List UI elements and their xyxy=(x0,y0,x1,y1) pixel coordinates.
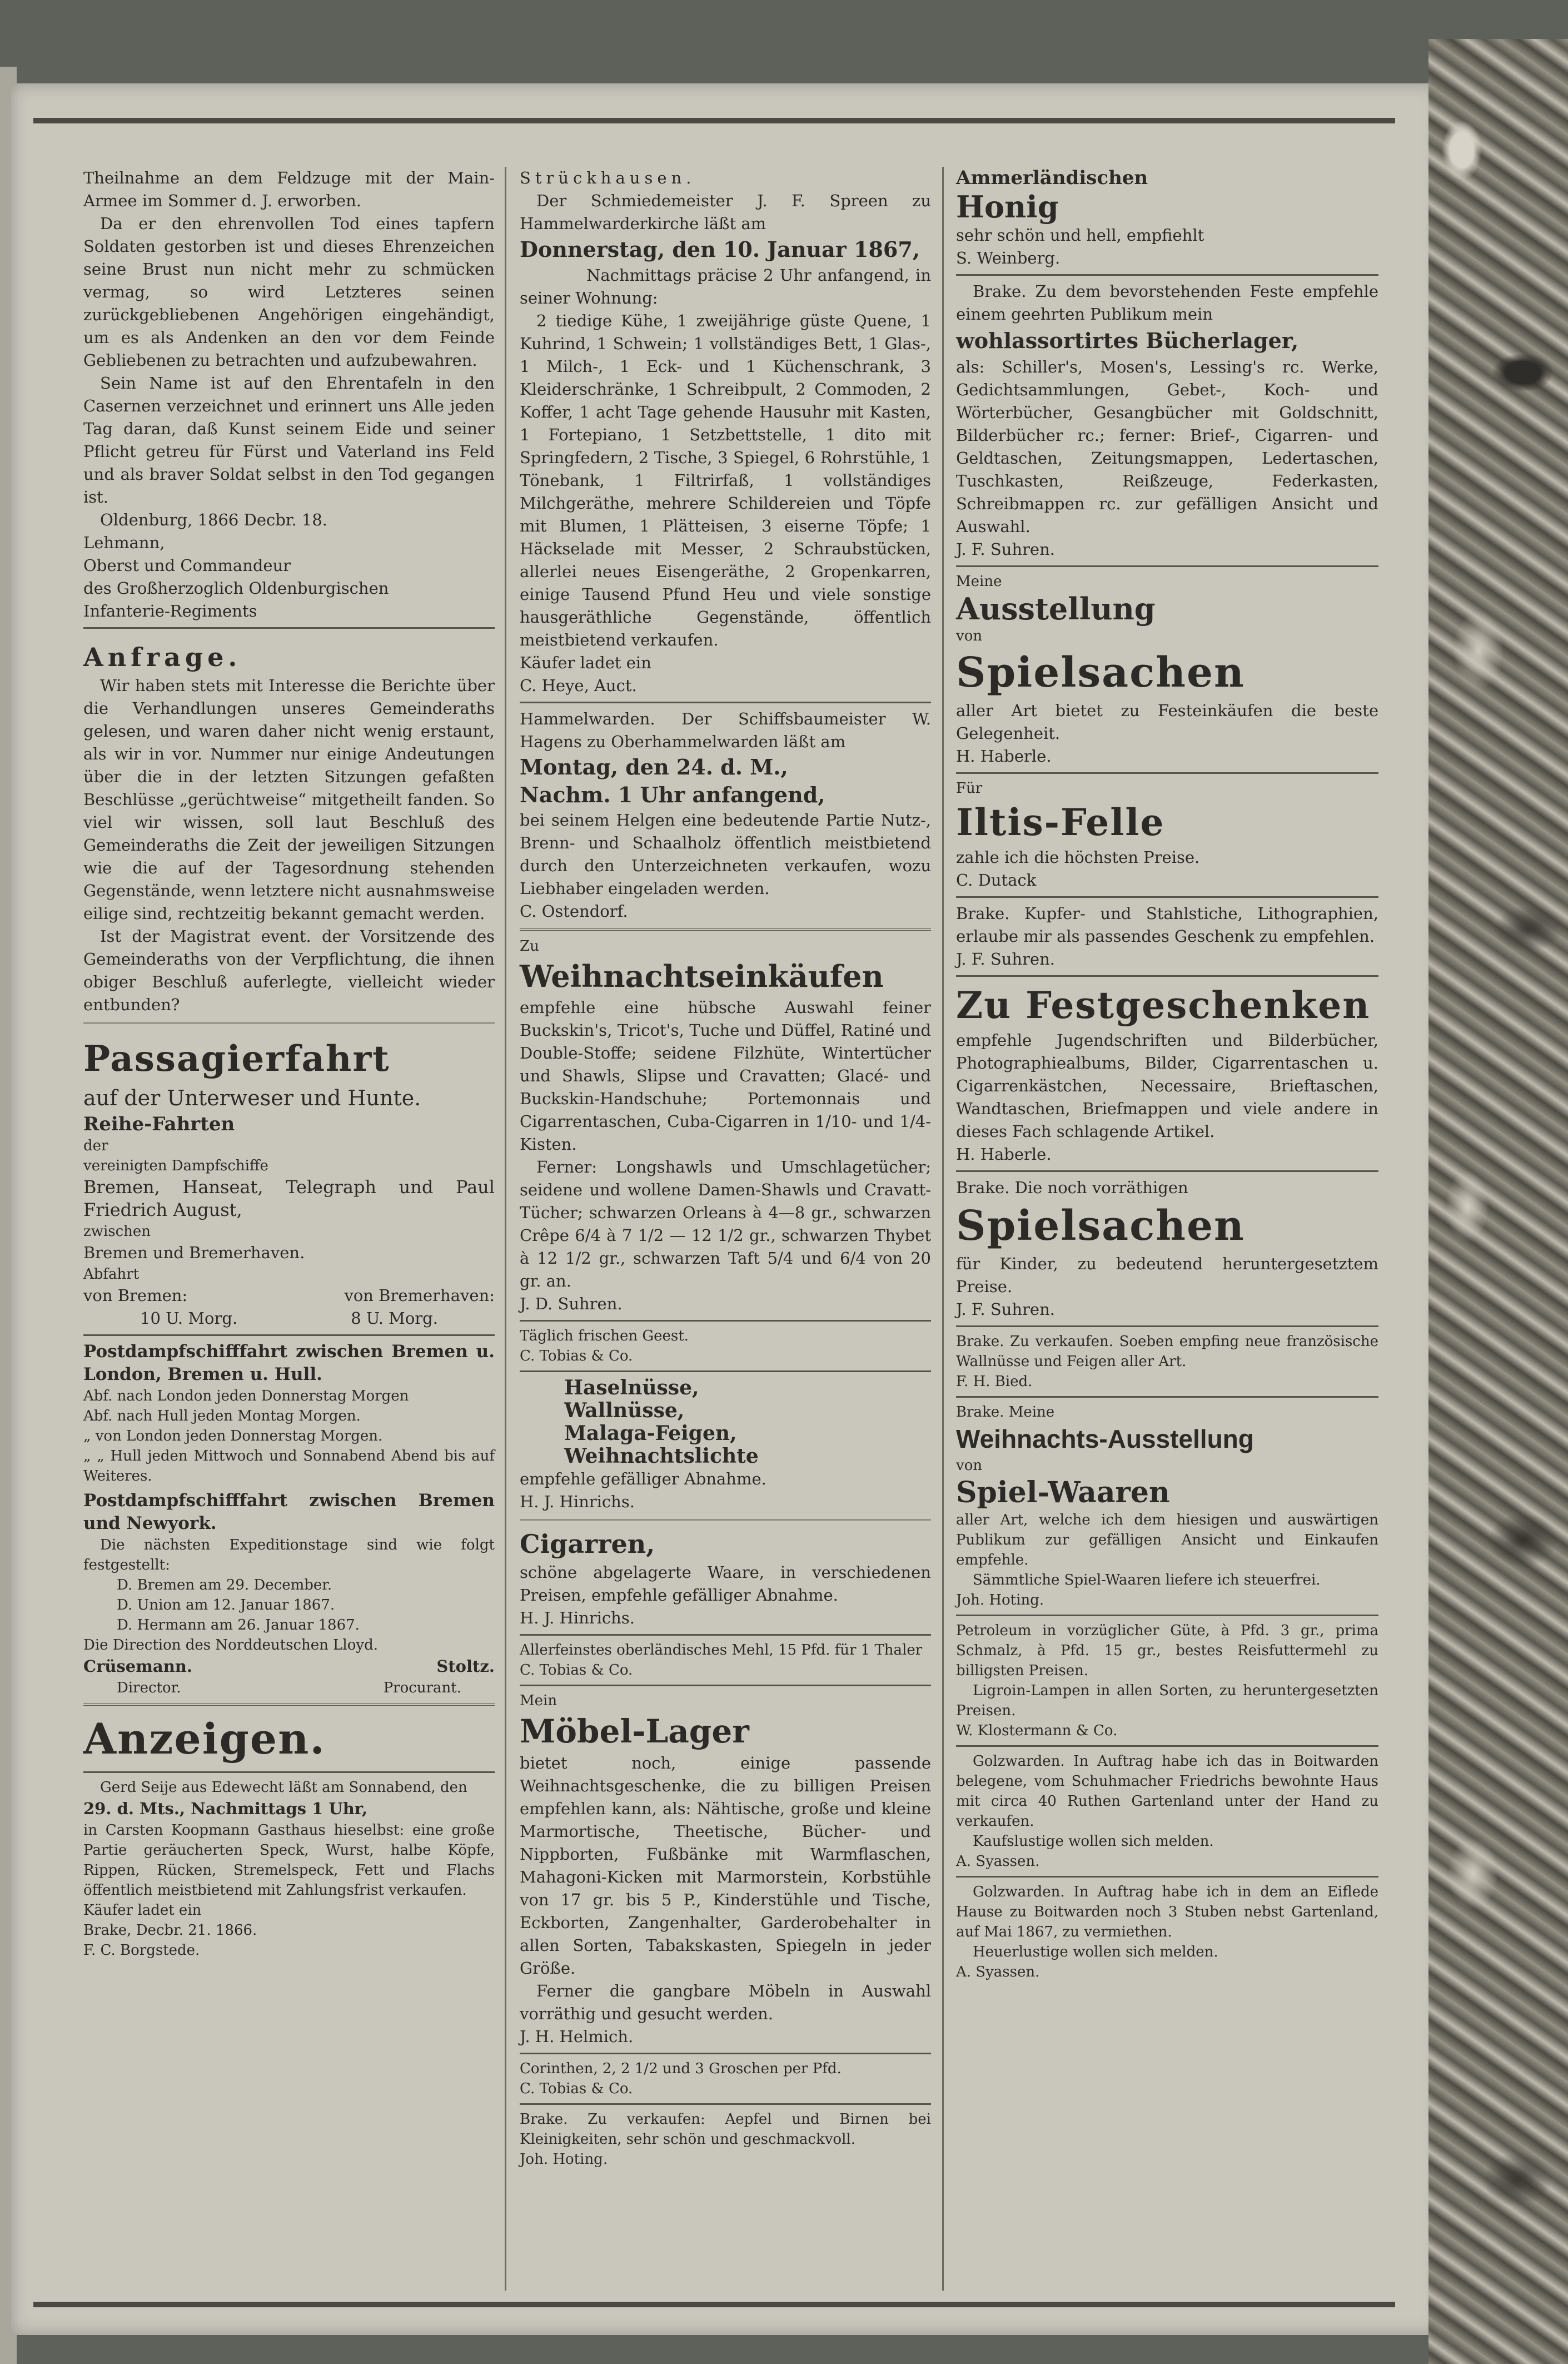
signature: Lehmann, xyxy=(83,533,165,552)
column-rule-2 xyxy=(942,167,944,2291)
divider xyxy=(520,1634,931,1636)
heading-honig: Honig xyxy=(956,189,1059,225)
subheading-buecherlager: wohlassortirtes Bücherlager, xyxy=(956,328,1299,353)
text-line: Abfahrt xyxy=(83,1266,140,1283)
signature: C. Heye, Auct. xyxy=(520,676,637,695)
auction-date: Donnerstag, den 10. Januar 1867, xyxy=(520,237,920,262)
signatures-row xyxy=(83,1655,495,1678)
signature: H. J. Hinrichs. xyxy=(520,1492,635,1511)
top-border-rule xyxy=(33,118,1395,123)
text-line: Abf. nach Hull jeden Montag Morgen. xyxy=(83,1408,361,1424)
text-line: Zu xyxy=(520,938,539,955)
divider xyxy=(83,1334,495,1336)
departure-time: 8 U. Morg. xyxy=(351,1309,438,1328)
heading-ausstellung: Ausstellung xyxy=(956,591,1156,627)
text-line: Brake. Die noch vorräthigen xyxy=(956,1178,1188,1197)
divider xyxy=(83,1704,495,1706)
auction-date: 29. d. Mts., Nachmittags 1 Uhr, xyxy=(83,1799,368,1818)
column-2 xyxy=(520,167,931,2169)
text-paragraph: Sein Name ist auf den Ehrentafeln in den Casernen verzeichnet und erinnert uns Alle jeden Tag daran, daß Kunst seinem Eide und seiner Pflicht getreu für Fürst und Vaterland ins Feld und als braver Soldat selbst in den Tod gegangen ist. xyxy=(83,374,495,506)
text-line: Mein xyxy=(520,1692,557,1709)
text-paragraph: empfehle eine hübsche Auswahl feiner Buckskin's, Tricot's, Tuche und Düffel, Ratiné und Double-Stoffe; seidene Filzhüte, Wintertücher und Shawls, Slipse und Cravatten; Glacé- und Buckskin-Handschuhe; Portemonnais und Cigarrentaschen, Cuba-Cigarren in 1/10- und 1/4-Kisten. xyxy=(520,998,931,1154)
signature: Crüsemann. xyxy=(83,1657,192,1676)
heading-postdampf: Postdampfschifffahrt zwischen Bremen u. London, Bremen u. Hull. xyxy=(83,1342,495,1384)
text-line: Allerfeinstes oberländisches Mehl, 15 Pfd. für 1 Thaler xyxy=(520,1642,923,1658)
divider xyxy=(520,928,931,931)
text-line: vereinigten Dampfschiffe xyxy=(83,1158,268,1174)
signature: J. F. Suhren. xyxy=(956,950,1055,969)
text-paragraph: Brake. Zu verkaufen. Soeben empfing neue französische Wallnüsse und Feigen aller Art. xyxy=(956,1333,1378,1370)
text-paragraph: Nachmittags präcise 2 Uhr anfangend, in seiner Wohnung: xyxy=(520,266,931,307)
subheading: auf der Unterweser und Hunte. xyxy=(83,1086,421,1110)
product-line: Weihnachtslichte xyxy=(564,1444,759,1468)
product-line: Malaga-Feigen, xyxy=(564,1422,737,1445)
text-line: Abf. nach London jeden Donnerstag Morgen xyxy=(83,1388,409,1404)
divider xyxy=(956,1325,1378,1327)
schedule-line: D. Union am 12. Januar 1867. xyxy=(117,1597,335,1613)
text-line: für Kinder, zu bedeutend heruntergesetztem Preise. xyxy=(956,1254,1378,1296)
text-line: „ von London jeden Donnerstag Morgen. xyxy=(83,1428,383,1444)
auction-time: Nachm. 1 Uhr anfangend, xyxy=(520,782,825,807)
signature-title: Infanterie-Regiments xyxy=(83,602,257,620)
signature: H. Haberle. xyxy=(956,747,1052,766)
text-paragraph: Wir haben stets mit Interesse die Berichte über die Verhandlungen unseres Gemeinderaths gelesen, und waren daher nicht wenig erstaunt, als wir in vor. Nummer nur einige Andeutungen über die in der letzten Sitzungen gefaßten Beschlüsse „gerüchtweise“ mitgetheilt fanden. So viel wir wissen, soll laut Beschluß des Gemeinderaths die Zeit der jeweiligen Sitzungen wie die auf der Tagesordnung stehenden Gegenstände, wenn letztere nicht ausnahmsweise eilige sind, rechtzeitig bekannt gemacht werden. xyxy=(83,676,495,923)
signature-title: Director. xyxy=(117,1680,181,1696)
departure-table xyxy=(83,1284,495,1307)
departure-times xyxy=(83,1307,495,1330)
divider xyxy=(956,1170,1378,1172)
auction-date: Montag, den 24. d. M., xyxy=(520,754,788,779)
signature: F. H. Bied. xyxy=(956,1373,1033,1390)
route: Bremen und Bremerhaven. xyxy=(83,1243,305,1262)
divider xyxy=(83,1022,495,1024)
text-line: von xyxy=(956,1457,983,1474)
text-line: Kaufslustige wollen sich melden. xyxy=(973,1833,1214,1850)
text-line: Für xyxy=(956,780,983,797)
text-paragraph: Brake. Kupfer- und Stahlstiche, Lithographien, erlaube mir als passendes Geschenk zu empfehlen. xyxy=(956,904,1378,946)
signature: J. F. Suhren. xyxy=(956,540,1055,559)
column-1 xyxy=(83,167,495,1960)
text-paragraph: Petroleum in vorzüglicher Güte, à Pfd. 3 gr., prima Schmalz, à Pfd. 15 gr., bestes Reisfuttermehl zu billigsten Preisen. xyxy=(956,1622,1378,1679)
heading-spielsachen-2: Spielsachen xyxy=(956,1202,1245,1250)
signature-title: Procurant. xyxy=(383,1680,461,1696)
text-paragraph: Hammelwarden. Der Schiffsbaumeister W. Hagens zu Oberhammelwarden läßt am xyxy=(520,709,931,751)
signature: H. Haberle. xyxy=(956,1145,1052,1164)
signature: A. Syassen. xyxy=(956,1853,1040,1870)
ship-names: Bremen, Hanseat, Telegraph und Paul Friedrich August, xyxy=(83,1176,495,1220)
signature: J. D. Suhren. xyxy=(520,1294,623,1313)
text-line: Käufer ladet ein xyxy=(520,653,651,672)
signature: C. Tobias & Co. xyxy=(520,2080,633,2097)
text-paragraph: aller Art bietet zu Festeinkäufen die beste Gelegenheit. xyxy=(956,701,1378,743)
heading-anfrage: Anfrage. xyxy=(83,642,242,672)
text-line: Sämmtliche Spiel-Waaren liefere ich steuerfrei. xyxy=(973,1572,1321,1588)
text-paragraph: Der Schmiedemeister J. F. Spreen zu Hammelwarderkirche läßt am xyxy=(520,191,931,233)
dateline: Oldenburg, 1866 Decbr. 18. xyxy=(100,510,328,529)
text-paragraph: Brake. Zu verkaufen: Aepfel und Birnen bei Kleinigkeiten, sehr schön und geschmackvoll. xyxy=(520,2111,931,2148)
text-paragraph: Ist der Magistrat event. der Vorsitzende des Gemeinderaths von der Verpflichtung, die ihnen obiger Beschluß auferlegte, vielleicht wieder entbunden? xyxy=(83,927,495,1014)
signature: S. Weinberg. xyxy=(956,249,1061,267)
divider xyxy=(520,1519,931,1521)
text-line: Meine xyxy=(956,573,1002,590)
divider xyxy=(520,1370,931,1372)
text-line: Heuerlustige wollen sich melden. xyxy=(973,1944,1218,1960)
departure-time: 10 U. Morg. xyxy=(140,1309,238,1328)
signature: J. H. Helmich. xyxy=(520,2027,634,2046)
heading-spielsachen: Spielsachen xyxy=(956,649,1245,697)
text-line: Die nächsten Expeditionstage sind wie folgt festgestellt: xyxy=(83,1537,495,1573)
bottom-border-rule xyxy=(33,2302,1395,2307)
divider xyxy=(956,1876,1378,1878)
text-paragraph: Ferner die gangbare Möbeln in Auswahl vorräthig und gesucht werden. xyxy=(520,1981,931,2023)
divider xyxy=(520,1320,931,1322)
signature: C. Dutack xyxy=(956,871,1037,890)
text-line: Corinthen, 2, 2 1/2 und 3 Groschen per Pfd. xyxy=(520,2060,842,2077)
text-paragraph: als: Schiller's, Mosen's, Lessing's rc. Werke, Gedichtsammlungen, Gebet-, Koch- und Wörterbücher, Gesangbücher mit Goldschnitt, Bilderbücher rc.; ferner: Brief-, Cigarren- und Geldtaschen, Zeitungsmappen, Ledertaschen, Tuschkasten, Reißzeuge, Federkasten, Schreibmappen rc. zur gefälligen Ansicht und Auswahl. xyxy=(956,357,1378,536)
signature-title: des Großherzoglich Oldenburgischen xyxy=(83,579,389,598)
signature: Stoltz. xyxy=(436,1657,495,1676)
marbled-book-cover xyxy=(1428,39,1568,2364)
divider xyxy=(520,702,931,703)
signature: C. Ostendorf. xyxy=(520,902,628,921)
column-rule-1 xyxy=(505,167,506,2291)
product-line: Haselnüsse, xyxy=(564,1376,699,1399)
schedule-line: D. Bremen am 29. December. xyxy=(117,1577,332,1593)
text-line: Brake. Meine xyxy=(956,1404,1055,1421)
text-line: Käufer ladet ein xyxy=(83,1902,202,1919)
text-paragraph: Golzwarden. In Auftrag habe ich in dem an Eiflede Hause zu Boitwarden noch 3 Stuben nebst Gartenland, auf Mai 1867, zu vermiethen. xyxy=(956,1884,1378,1940)
text-line: „ „ Hull jeden Mittwoch und Sonnabend Abend bis auf Weiteres. xyxy=(83,1448,495,1484)
signature: C. Tobias & Co. xyxy=(520,1348,633,1364)
schedule-line: D. Hermann am 26. Januar 1867. xyxy=(117,1617,360,1633)
divider xyxy=(956,1615,1378,1616)
text-line: Die Direction des Norddeutschen Lloyd. xyxy=(83,1637,378,1653)
heading-moebel-lager: Möbel-Lager xyxy=(520,1712,749,1750)
heading-postdampf-newyork: Postdampfschifffahrt zwischen Bremen und Newyork. xyxy=(83,1491,495,1533)
text-paragraph: Golzwarden. In Auftrag habe ich das in Boitwarden belegene, vom Schuhmacher Friedrichs bewohnte Haus mit circa 40 Ruthen Gartenland unter der Hand zu verkaufen. xyxy=(956,1753,1378,1830)
signature: W. Klostermann & Co. xyxy=(956,1722,1118,1739)
text-paragraph: 2 tiedige Kühe, 1 zweijährige güste Quene, 1 Kuhrind, 1 Schwein; 1 vollständiges Bett, 1 Glas-, 1 Milch-, 1 Eck- und 1 Küchenschrank, 3 Kleiderschränke, 1 Schreibpult, 2 Commoden, 2 Koffer, 1 acht Tage gehende Hausuhr mit Kasten, 1 Fortepiano, 1 Setzbettstelle, 1 dito mit Springfedern, 2 Tische, 3 Spiegel, 6 Rohrstühle, 1 Tönebank, 1 Filtrirfaß, 1 vollständiges Milchgeräthe, mehrere Schildereien und Töpfe mit Blumen, 1 Plätteisen, 3 eiserne Töpfe; 1 Häckselade mit Messer, 2 Schraubstücken, allerlei neues Eisengeräthe, 2 Gropenkarren, einige Tausend Pfund Heu und viele sonstige hausgeräthliche Gegenstände, öffentlich meistbietend verkaufen. xyxy=(520,311,931,649)
divider xyxy=(520,2053,931,2054)
signature: Joh. Hoting. xyxy=(956,1592,1044,1608)
heading-anzeigen: Anzeigen. xyxy=(83,1714,326,1764)
text-paragraph: Gerd Seije aus Edewecht läßt am Sonnabend, den xyxy=(100,1779,467,1796)
text-paragraph: in Carsten Koopmann Gasthaus hieselbst: eine große Partie geräucherten Speck, Wurst, halbe Köpfe, Rippen, Rücken, Stremelspeck, Fett und Flachs öffentlich meistbietend mit Zahlungsfrist verkaufen. xyxy=(83,1822,495,1899)
signature-title: Oberst und Commandeur xyxy=(83,556,291,575)
text-line: sehr schön und hell, empfiehlt xyxy=(956,226,1204,245)
text-paragraph: Brake. Zu dem bevorstehenden Feste empfehle einem geehrten Publikum mein xyxy=(956,282,1378,324)
text-line: empfehle gefälliger Abnahme. xyxy=(520,1469,766,1488)
text-line: zahle ich die höchsten Preise. xyxy=(956,848,1200,867)
divider xyxy=(956,772,1378,774)
column-3 xyxy=(956,167,1378,1982)
divider xyxy=(520,2103,931,2105)
divider xyxy=(83,627,495,629)
departure-from-bremerhaven: von Bremerhaven: xyxy=(344,1286,495,1305)
text-paragraph: empfehle Jugendschriften und Bilderbücher, Photographiealbums, Bilder, Cigarrentaschen u. Cigarrenkästchen, Necessaire, Brieftaschen, Wandtaschen, Briefmappen und viele andere in dieses Fach schlagende Artikel. xyxy=(956,1031,1378,1141)
subheading: Reihe-Fahrten xyxy=(83,1113,235,1135)
text-paragraph: schöne abgelagerte Waare, in verschiedenen Preisen, empfehle gefälliger Abnahme. xyxy=(520,1563,931,1605)
text-line: zwischen xyxy=(83,1223,151,1240)
signature: F. C. Borgstede. xyxy=(83,1942,200,1959)
divider xyxy=(956,274,1378,276)
text-paragraph: Da er den ehrenvollen Tod eines tapfern Soldaten gestorben ist und dieses Ehrenzeichen seine Brust nun nicht mehr zu schmücken vermag, so wird Letzteres seinen zurückgebliebenen Angehörigen eingehändigt, um es als Andenken an den vor dem Feinde Gebliebenen zu betrachten und aufzubewahren. xyxy=(83,214,495,370)
signature: A. Syassen. xyxy=(956,1964,1040,1980)
text-paragraph: bietet noch, einige passende Weihnachtsgeschenke, die zu billigen Preisen empfehlen kann, als: Nähtische, große und kleine Marmortische, Theetische, Bücher- und Nippborten, Fußbänke mit Warmflaschen, Mahagoni-Kicken mit Marmorstein, Korbstühle von 17 gr. bis 5 P., Kinderstühle und Tische, Eckborten, Zangenhalter, Garderobehalter in allen Sorten, Tabakskasten, Spiegeln in jeder Größe. xyxy=(520,1754,931,1978)
heading-festgeschenke: Zu Festgeschenken xyxy=(956,984,1371,1027)
text-paragraph: Ligroin-Lampen in allen Sorten, zu heruntergesetzten Preisen. xyxy=(956,1682,1378,1719)
divider xyxy=(956,896,1378,898)
divider xyxy=(956,975,1378,977)
signature: H. J. Hinrichs. xyxy=(520,1608,635,1627)
divider xyxy=(956,1396,1378,1398)
text-paragraph: Ferner: Longshawls und Umschlagetücher; seidene und wollene Damen-Shawls und Cravatt-Tücher; schwarzen Orleans à 4—8 gr., schwarzen Crêpe 6/4 à 7 1/2 — 12 1/2 gr., schwarzen Thybet à 12 1/2 gr., schwarzen Taft 5/4 und 6/4 von 20 gr. an. xyxy=(520,1158,931,1290)
heading-weihnachts-ausstellung: Weihnachts-Ausstellung xyxy=(956,1424,1254,1453)
product-line: Wallnüsse, xyxy=(564,1399,685,1422)
text-paragraph: aller Art, welche ich dem hiesigen und auswärtigen Publikum zur gefälligen Ansicht und Einkaufen empfehle. xyxy=(956,1512,1378,1568)
heading-weihnachtseinkaeufe: Weihnachtseinkäufen xyxy=(520,958,884,994)
divider xyxy=(956,565,1378,567)
text-line: Täglich frischen Geest. xyxy=(520,1328,689,1344)
text-line: der xyxy=(83,1138,108,1154)
signature: Joh. Hoting. xyxy=(520,2151,608,2168)
text-paragraph: bei seinem Helgen eine bedeutende Partie Nutz-, Brenn- und Schaalholz öffentlich meistbietend durch den Unterzeichneten verkaufen, wozu Liebhaber eingeladen werden. xyxy=(520,811,931,898)
text-line: von xyxy=(956,628,983,644)
subheading: Ammerländischen xyxy=(956,167,1148,189)
signature-titles-row xyxy=(83,1678,495,1698)
heading-cigarren: Cigarren, xyxy=(520,1529,655,1559)
departure-from-bremen: von Bremen: xyxy=(83,1286,188,1305)
heading-passagierfahrt: Passagierfahrt xyxy=(83,1038,390,1080)
place-heading: Strückhausen. xyxy=(520,168,696,187)
dateline: Brake, Decbr. 21. 1866. xyxy=(83,1922,257,1939)
signature: C. Tobias & Co. xyxy=(520,1662,633,1678)
divider xyxy=(83,1771,495,1773)
divider xyxy=(520,1685,931,1686)
text-paragraph: Theilnahme an dem Feldzuge mit der Main-Armee im Sommer d. J. erworben. xyxy=(83,168,495,210)
divider xyxy=(956,1745,1378,1747)
heading-iltis-felle: Iltis-Felle xyxy=(956,801,1165,844)
signature: J. F. Suhren. xyxy=(956,1300,1055,1319)
heading-spiel-waaren: Spiel-Waaren xyxy=(956,1476,1170,1509)
